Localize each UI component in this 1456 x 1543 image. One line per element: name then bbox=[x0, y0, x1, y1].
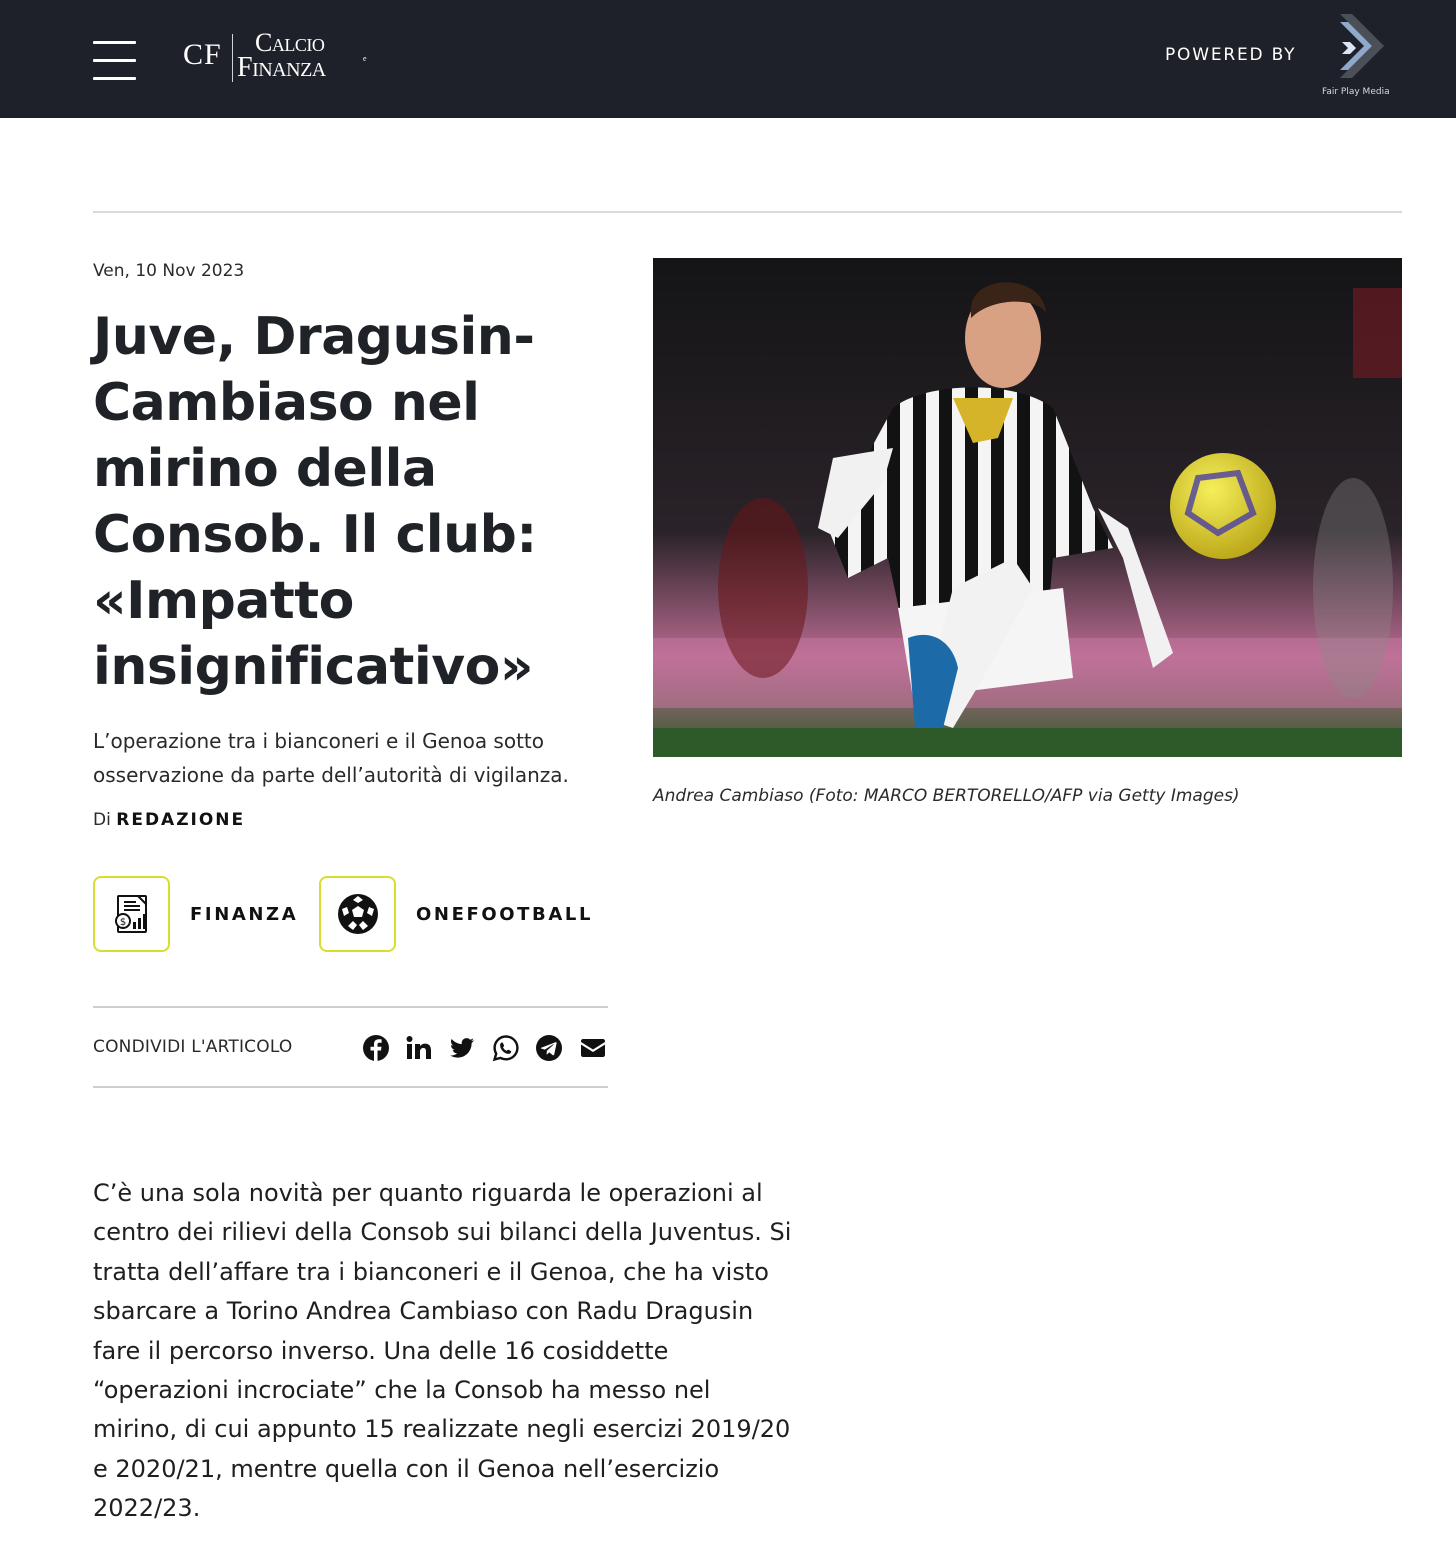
body-line: C’è una sola novità per quanto riguarda le operazioni al bbox=[93, 1179, 763, 1207]
article-subtitle bbox=[93, 724, 623, 792]
body-line: mirino, di cui appunto 15 realizzate negli esercizi 2019/20 bbox=[93, 1415, 791, 1444]
body-line: sbarcare a Torino Andrea Cambiaso con Radu Dragusin bbox=[93, 1297, 754, 1326]
tag-onefootball-icon-box bbox=[319, 876, 396, 952]
section-divider bbox=[93, 211, 1402, 213]
subtitle-line: L’operazione tra i bianconeri e il Genoa sotto bbox=[93, 729, 545, 753]
headline-line: insignificativo» bbox=[93, 637, 533, 697]
image-caption: Andrea Cambiaso (Foto: MARCO BERTORELLO/AFP via Getty Images) bbox=[653, 786, 1240, 806]
powered-by-label: POWERED BY bbox=[1165, 45, 1297, 65]
whatsapp-icon[interactable] bbox=[492, 1034, 520, 1062]
telegram-icon[interactable] bbox=[535, 1034, 563, 1062]
svg-text:$: $ bbox=[119, 917, 126, 928]
article-headline bbox=[93, 304, 623, 700]
headline-line: mirino della bbox=[93, 439, 437, 499]
tag-finanza-icon-box bbox=[93, 876, 170, 952]
tag-onefootball-label: ONEFOOTBALL bbox=[416, 903, 594, 925]
soccer-ball-icon bbox=[336, 892, 380, 936]
hero-photo-illustration bbox=[653, 258, 1402, 757]
article-date: Ven, 10 Nov 2023 bbox=[93, 261, 245, 281]
headline-line: Cambiaso nel bbox=[93, 373, 480, 433]
logo-calcio: Calcio bbox=[255, 28, 325, 57]
headline-line: Juve, Dragusin- bbox=[93, 307, 535, 367]
body-line: tratta dell’affare tra i bianconeri e il Genoa, che ha visto bbox=[93, 1257, 769, 1286]
menu-icon[interactable] bbox=[93, 41, 136, 81]
headline-line: «Impatto bbox=[93, 571, 354, 631]
byline-prefix: Di bbox=[93, 810, 111, 830]
logo-finanza: Finanza bbox=[237, 52, 326, 83]
partner-label: Fair Play Media bbox=[1322, 87, 1390, 97]
twitter-icon[interactable] bbox=[448, 1034, 476, 1062]
site-logo[interactable] bbox=[183, 28, 378, 88]
article-byline bbox=[93, 810, 245, 830]
tag-onefootball[interactable] bbox=[319, 876, 593, 952]
body-line: 2022/23. bbox=[93, 1494, 201, 1523]
body-line: fare il percorso inverso. Una delle 16 cosiddette bbox=[93, 1336, 669, 1365]
hero-image bbox=[653, 258, 1402, 757]
email-icon[interactable] bbox=[579, 1034, 607, 1062]
headline-line: Consob. Il club: bbox=[93, 505, 537, 565]
finance-report-icon bbox=[110, 892, 154, 936]
article-body bbox=[93, 1174, 833, 1529]
tag-finanza-label: FINANZA bbox=[190, 903, 299, 925]
share-label: CONDIVIDI L'ARTICOLO bbox=[93, 1037, 293, 1057]
body-line: e 2020/21, mentre quella con il Genoa nell’esercizio bbox=[93, 1454, 720, 1483]
linkedin-icon[interactable] bbox=[405, 1034, 433, 1062]
logo-divider bbox=[232, 34, 233, 82]
logo-e: e bbox=[363, 54, 367, 63]
subtitle-line: osservazione da parte dell’autorità di vigilanza. bbox=[93, 763, 569, 787]
site-header bbox=[0, 0, 1456, 118]
logo-cf: CF bbox=[183, 38, 222, 71]
share-divider-top bbox=[93, 1006, 608, 1008]
body-line: “operazioni incrociate” che la Consob ha messo nel bbox=[93, 1376, 711, 1405]
tag-finanza[interactable] bbox=[93, 876, 298, 952]
facebook-icon[interactable] bbox=[362, 1034, 390, 1062]
share-divider-bottom bbox=[93, 1086, 608, 1088]
author-link[interactable]: REDAZIONE bbox=[116, 810, 246, 830]
body-line: centro dei rilievi della Consob sui bilanci della Juventus. Si bbox=[93, 1218, 792, 1247]
